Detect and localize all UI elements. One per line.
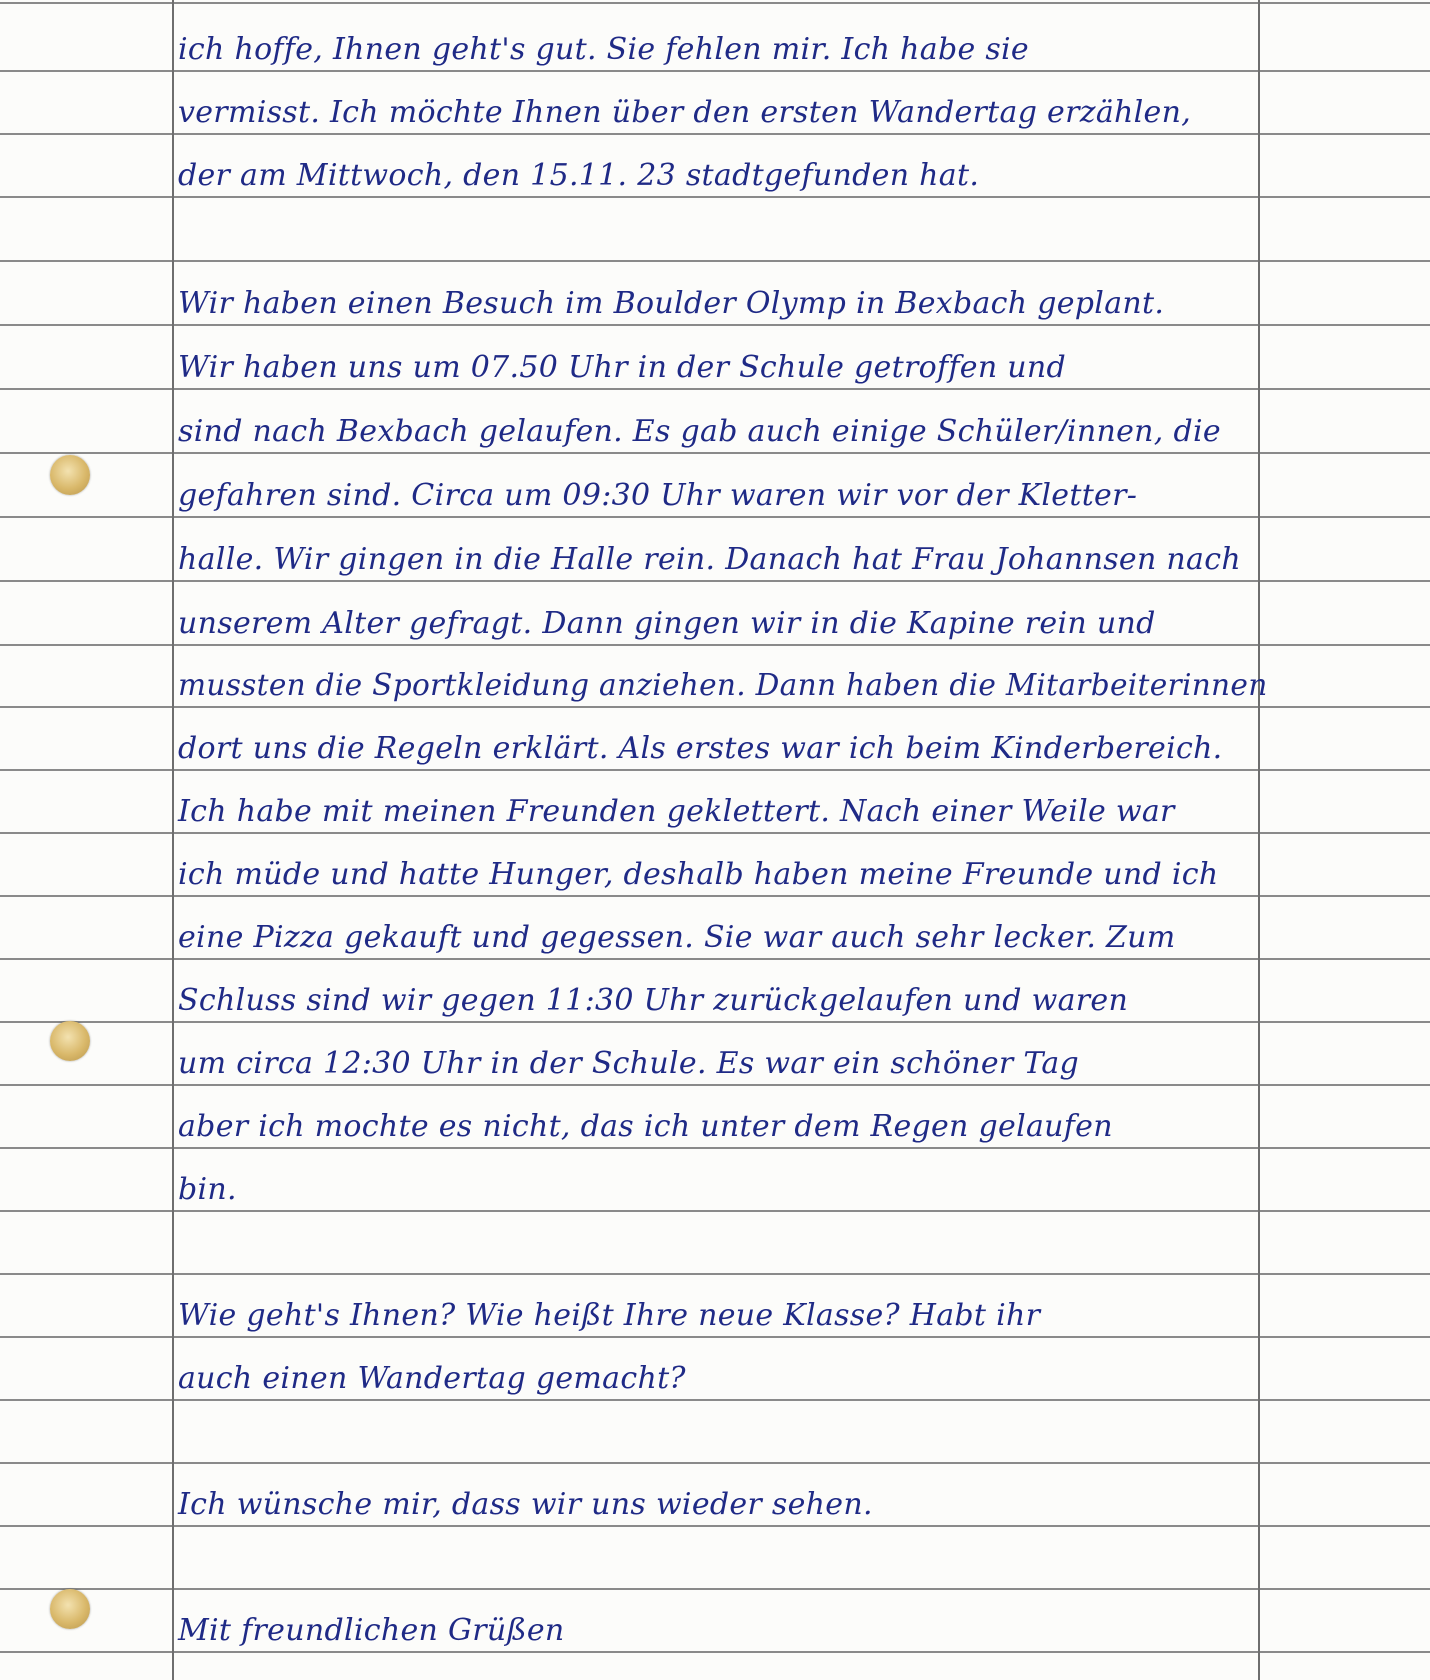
text-line: der am Mittwoch, den 15.11. 23 stadtgefunden hat. <box>178 158 980 193</box>
ruled-line <box>0 1147 1430 1149</box>
text-line: Wir haben uns um 07.50 Uhr in der Schule getroffen und <box>178 350 1067 385</box>
ruled-line <box>0 70 1430 72</box>
ruled-line <box>0 1588 1430 1590</box>
ruled-line <box>0 1273 1430 1275</box>
ruled-line <box>0 1084 1430 1086</box>
ruled-line <box>0 580 1430 582</box>
text-line: ich hoffe, Ihnen geht's gut. Sie fehlen mir. Ich habe sie <box>178 32 1029 67</box>
text-line: Wir haben einen Besuch im Boulder Olymp in Bexbach geplant. <box>178 286 1165 321</box>
ruled-line <box>0 324 1430 326</box>
ruled-line <box>0 895 1430 897</box>
left-margin-line <box>172 0 174 1680</box>
ruled-line <box>0 1462 1430 1464</box>
ruled-line <box>0 832 1430 834</box>
text-line: auch einen Wandertag gemacht? <box>178 1361 686 1396</box>
text-line: um circa 12:30 Uhr in der Schule. Es war ein schöner Tag <box>178 1046 1080 1081</box>
ruled-line <box>0 1399 1430 1401</box>
ruled-line <box>0 196 1430 198</box>
text-line: sind nach Bexbach gelaufen. Es gab auch einige Schüler/innen, die <box>178 414 1221 449</box>
ruled-line <box>0 388 1430 390</box>
ruled-line <box>0 260 1430 262</box>
text-line: Wie geht's Ihnen? Wie heißt Ihre neue Klasse? Habt ihr <box>178 1298 1041 1333</box>
ruled-line <box>0 133 1430 135</box>
text-line: Schluss sind wir gegen 11:30 Uhr zurückgelaufen und waren <box>178 983 1129 1018</box>
text-line: gefahren sind. Circa um 09:30 Uhr waren wir vor der Kletter- <box>178 478 1138 513</box>
text-line: bin. <box>178 1172 237 1207</box>
ruled-line <box>0 1021 1430 1023</box>
text-line: unserem Alter gefragt. Dann gingen wir in die Kapine rein und <box>178 606 1156 641</box>
ruled-line <box>0 2 1430 4</box>
text-line: halle. Wir gingen in die Halle rein. Danach hat Frau Johannsen nach <box>178 542 1241 577</box>
text-line: Ich habe mit meinen Freunden geklettert. Nach einer Weile war <box>178 794 1175 829</box>
text-line: ich müde und hatte Hunger, deshalb haben meine Freunde und ich <box>178 857 1219 892</box>
punch-hole <box>50 1021 90 1061</box>
right-margin-line <box>1258 0 1260 1680</box>
text-line: mussten die Sportkleidung anziehen. Dann haben die Mitarbeiterinnen <box>178 668 1268 703</box>
ruled-line <box>0 769 1430 771</box>
ruled-line <box>0 516 1430 518</box>
text-line: vermisst. Ich möchte Ihnen über den ersten Wandertag erzählen, <box>178 95 1192 130</box>
text-line: Ich wünsche mir, dass wir uns wieder sehen. <box>178 1487 873 1522</box>
punch-hole <box>50 455 90 495</box>
punch-hole <box>50 1589 90 1629</box>
ruled-line <box>0 1525 1430 1527</box>
ruled-line <box>0 1651 1430 1653</box>
ruled-line <box>0 706 1430 708</box>
ruled-line <box>0 644 1430 646</box>
ruled-line <box>0 1210 1430 1212</box>
text-line: dort uns die Regeln erklärt. Als erstes war ich beim Kinderbereich. <box>178 731 1223 766</box>
ruled-line <box>0 958 1430 960</box>
ruled-line <box>0 452 1430 454</box>
text-line: aber ich mochte es nicht, das ich unter dem Regen gelaufen <box>178 1109 1113 1144</box>
closing-line: Mit freundlichen Grüßen <box>178 1613 565 1648</box>
ruled-line <box>0 1336 1430 1338</box>
text-line: eine Pizza gekauft und gegessen. Sie war auch sehr lecker. Zum <box>178 920 1176 955</box>
